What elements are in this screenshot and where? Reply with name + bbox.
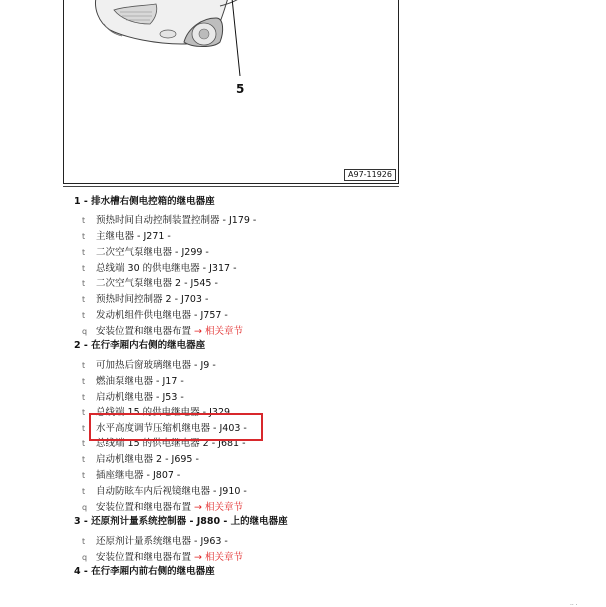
item-tail: -: [173, 470, 181, 481]
item-tail: -: [177, 376, 184, 387]
item-text: 预热时间自动控制装置控制器 -: [96, 215, 229, 226]
item-text: 发动机组件供电继电器 -: [96, 310, 201, 321]
item-text: 安装位置和继电器布置: [96, 552, 195, 563]
install-location-item: [82, 326, 243, 338]
bullet-icon: t: [82, 216, 86, 225]
item-tail: -: [209, 360, 216, 371]
bullet-icon: t: [82, 279, 86, 288]
item-text: 启动机继电器 2 -: [96, 454, 172, 465]
bullet-icon: t: [82, 471, 86, 480]
relay-item: [82, 215, 256, 227]
item-text: 预热时间控制器 2 -: [96, 294, 182, 305]
section-title: 4 - 在行李厢内前右侧的继电器座: [74, 566, 215, 577]
bullet-icon: t: [82, 408, 86, 417]
item-tail: -: [192, 454, 199, 465]
relay-item: [82, 376, 184, 388]
relay-item: [82, 263, 237, 275]
section-title: 2 - 在行李厢内右侧的继电器座: [74, 340, 206, 351]
item-text: 总线端 15 的供电继电器 -: [96, 407, 210, 418]
item-tail: -: [211, 278, 218, 289]
relay-code: J403: [219, 423, 241, 434]
bullet-icon: q: [82, 553, 88, 562]
relay-code: J271: [143, 231, 165, 242]
relay-item: [82, 392, 184, 404]
related-chapter-link[interactable]: → 相关章节: [194, 552, 244, 563]
item-tail: -: [177, 392, 184, 403]
relay-item: [82, 247, 209, 259]
relay-item: [82, 486, 247, 498]
item-text: 自动防眩车内后视镜继电器 -: [96, 486, 220, 497]
relay-code: J910: [219, 486, 241, 497]
bullet-icon: t: [82, 455, 86, 464]
bullet-icon: t: [82, 295, 86, 304]
item-text: 总线端 30 的供电继电器 -: [96, 263, 210, 274]
bullet-icon: t: [82, 264, 86, 273]
install-location-item: [82, 552, 243, 564]
item-tail: -: [201, 294, 209, 305]
relay-location-figure: [63, 0, 399, 184]
item-text: 二次空气泵继电器 -: [96, 247, 182, 258]
related-chapter-link[interactable]: → 相关章节: [194, 326, 244, 337]
relay-item: [82, 360, 216, 372]
bullet-icon: t: [82, 424, 86, 433]
relay-code: J807: [152, 470, 174, 481]
item-text: 总线端 15 的供电继电器 2 -: [96, 438, 219, 449]
relay-item: [82, 470, 180, 482]
page-corner-mark: .. .: [570, 600, 578, 607]
bullet-icon: t: [82, 311, 86, 320]
figure-divider: [63, 186, 399, 187]
item-tail: -: [240, 423, 247, 434]
relay-code: J53: [162, 392, 178, 403]
relay-code: J681: [218, 438, 240, 449]
highlight-box: [89, 413, 263, 441]
relay-item: [82, 454, 199, 466]
relay-code: J329: [209, 407, 231, 418]
bullet-icon: q: [82, 503, 88, 512]
item-text: 二次空气泵继电器 2 -: [96, 278, 191, 289]
bullet-icon: t: [82, 487, 86, 496]
figure-code: A97-11926: [344, 169, 396, 181]
callout-number: 5: [236, 82, 245, 96]
bullet-icon: t: [82, 393, 86, 402]
relay-item: [82, 278, 218, 290]
car-illustration: [64, 0, 400, 184]
bullet-icon: t: [82, 232, 86, 241]
bullet-icon: t: [82, 377, 86, 386]
relay-item: [82, 294, 208, 306]
relay-code: J695: [171, 454, 193, 465]
item-text: 安装位置和继电器布置: [96, 502, 195, 513]
relay-code: J9: [200, 360, 210, 371]
relay-code: J963: [200, 536, 222, 547]
relay-item: [82, 536, 228, 548]
relay-item: [82, 310, 228, 322]
item-tail: -: [164, 231, 171, 242]
item-tail: -: [202, 247, 209, 258]
item-tail: -: [249, 215, 257, 226]
item-tail: -: [240, 486, 247, 497]
item-text: 燃油泵继电器 -: [96, 376, 163, 387]
install-location-item: [82, 502, 243, 514]
item-tail: -: [230, 263, 237, 274]
bullet-icon: q: [82, 327, 88, 336]
item-text: 安装位置和继电器布置: [96, 326, 195, 337]
item-text: 启动机继电器 -: [96, 392, 163, 403]
item-tail: -: [221, 310, 228, 321]
bullet-icon: t: [82, 361, 86, 370]
related-chapter-link[interactable]: → 相关章节: [194, 502, 244, 513]
bullet-icon: t: [82, 537, 86, 546]
item-text: 插座继电器 -: [96, 470, 153, 481]
bullet-icon: t: [82, 439, 86, 448]
bullet-icon: t: [82, 248, 86, 257]
item-text: 主继电器 -: [96, 231, 144, 242]
relay-code: J179: [228, 215, 250, 226]
item-text: 还原剂计量系统继电器 -: [96, 536, 201, 547]
item-tail: -: [221, 536, 228, 547]
relay-code: J757: [200, 310, 222, 321]
item-tail: -: [239, 438, 246, 449]
relay-code: J545: [190, 278, 212, 289]
item-text: 水平高度调节压缩机继电器 -: [96, 423, 220, 434]
relay-code: J317: [209, 263, 231, 274]
section-title: 3 - 还原剂计量系统控制器 - J880 - 上的继电器座: [74, 516, 288, 527]
relay-code: J703: [181, 294, 202, 305]
relay-code: J299: [181, 247, 203, 258]
relay-item: [82, 231, 171, 243]
section-title: 1 - 排水槽右侧电控箱的继电器座: [74, 196, 215, 207]
item-text: 可加热后窗玻璃继电器 -: [96, 360, 201, 371]
relay-code: J17: [162, 376, 178, 387]
